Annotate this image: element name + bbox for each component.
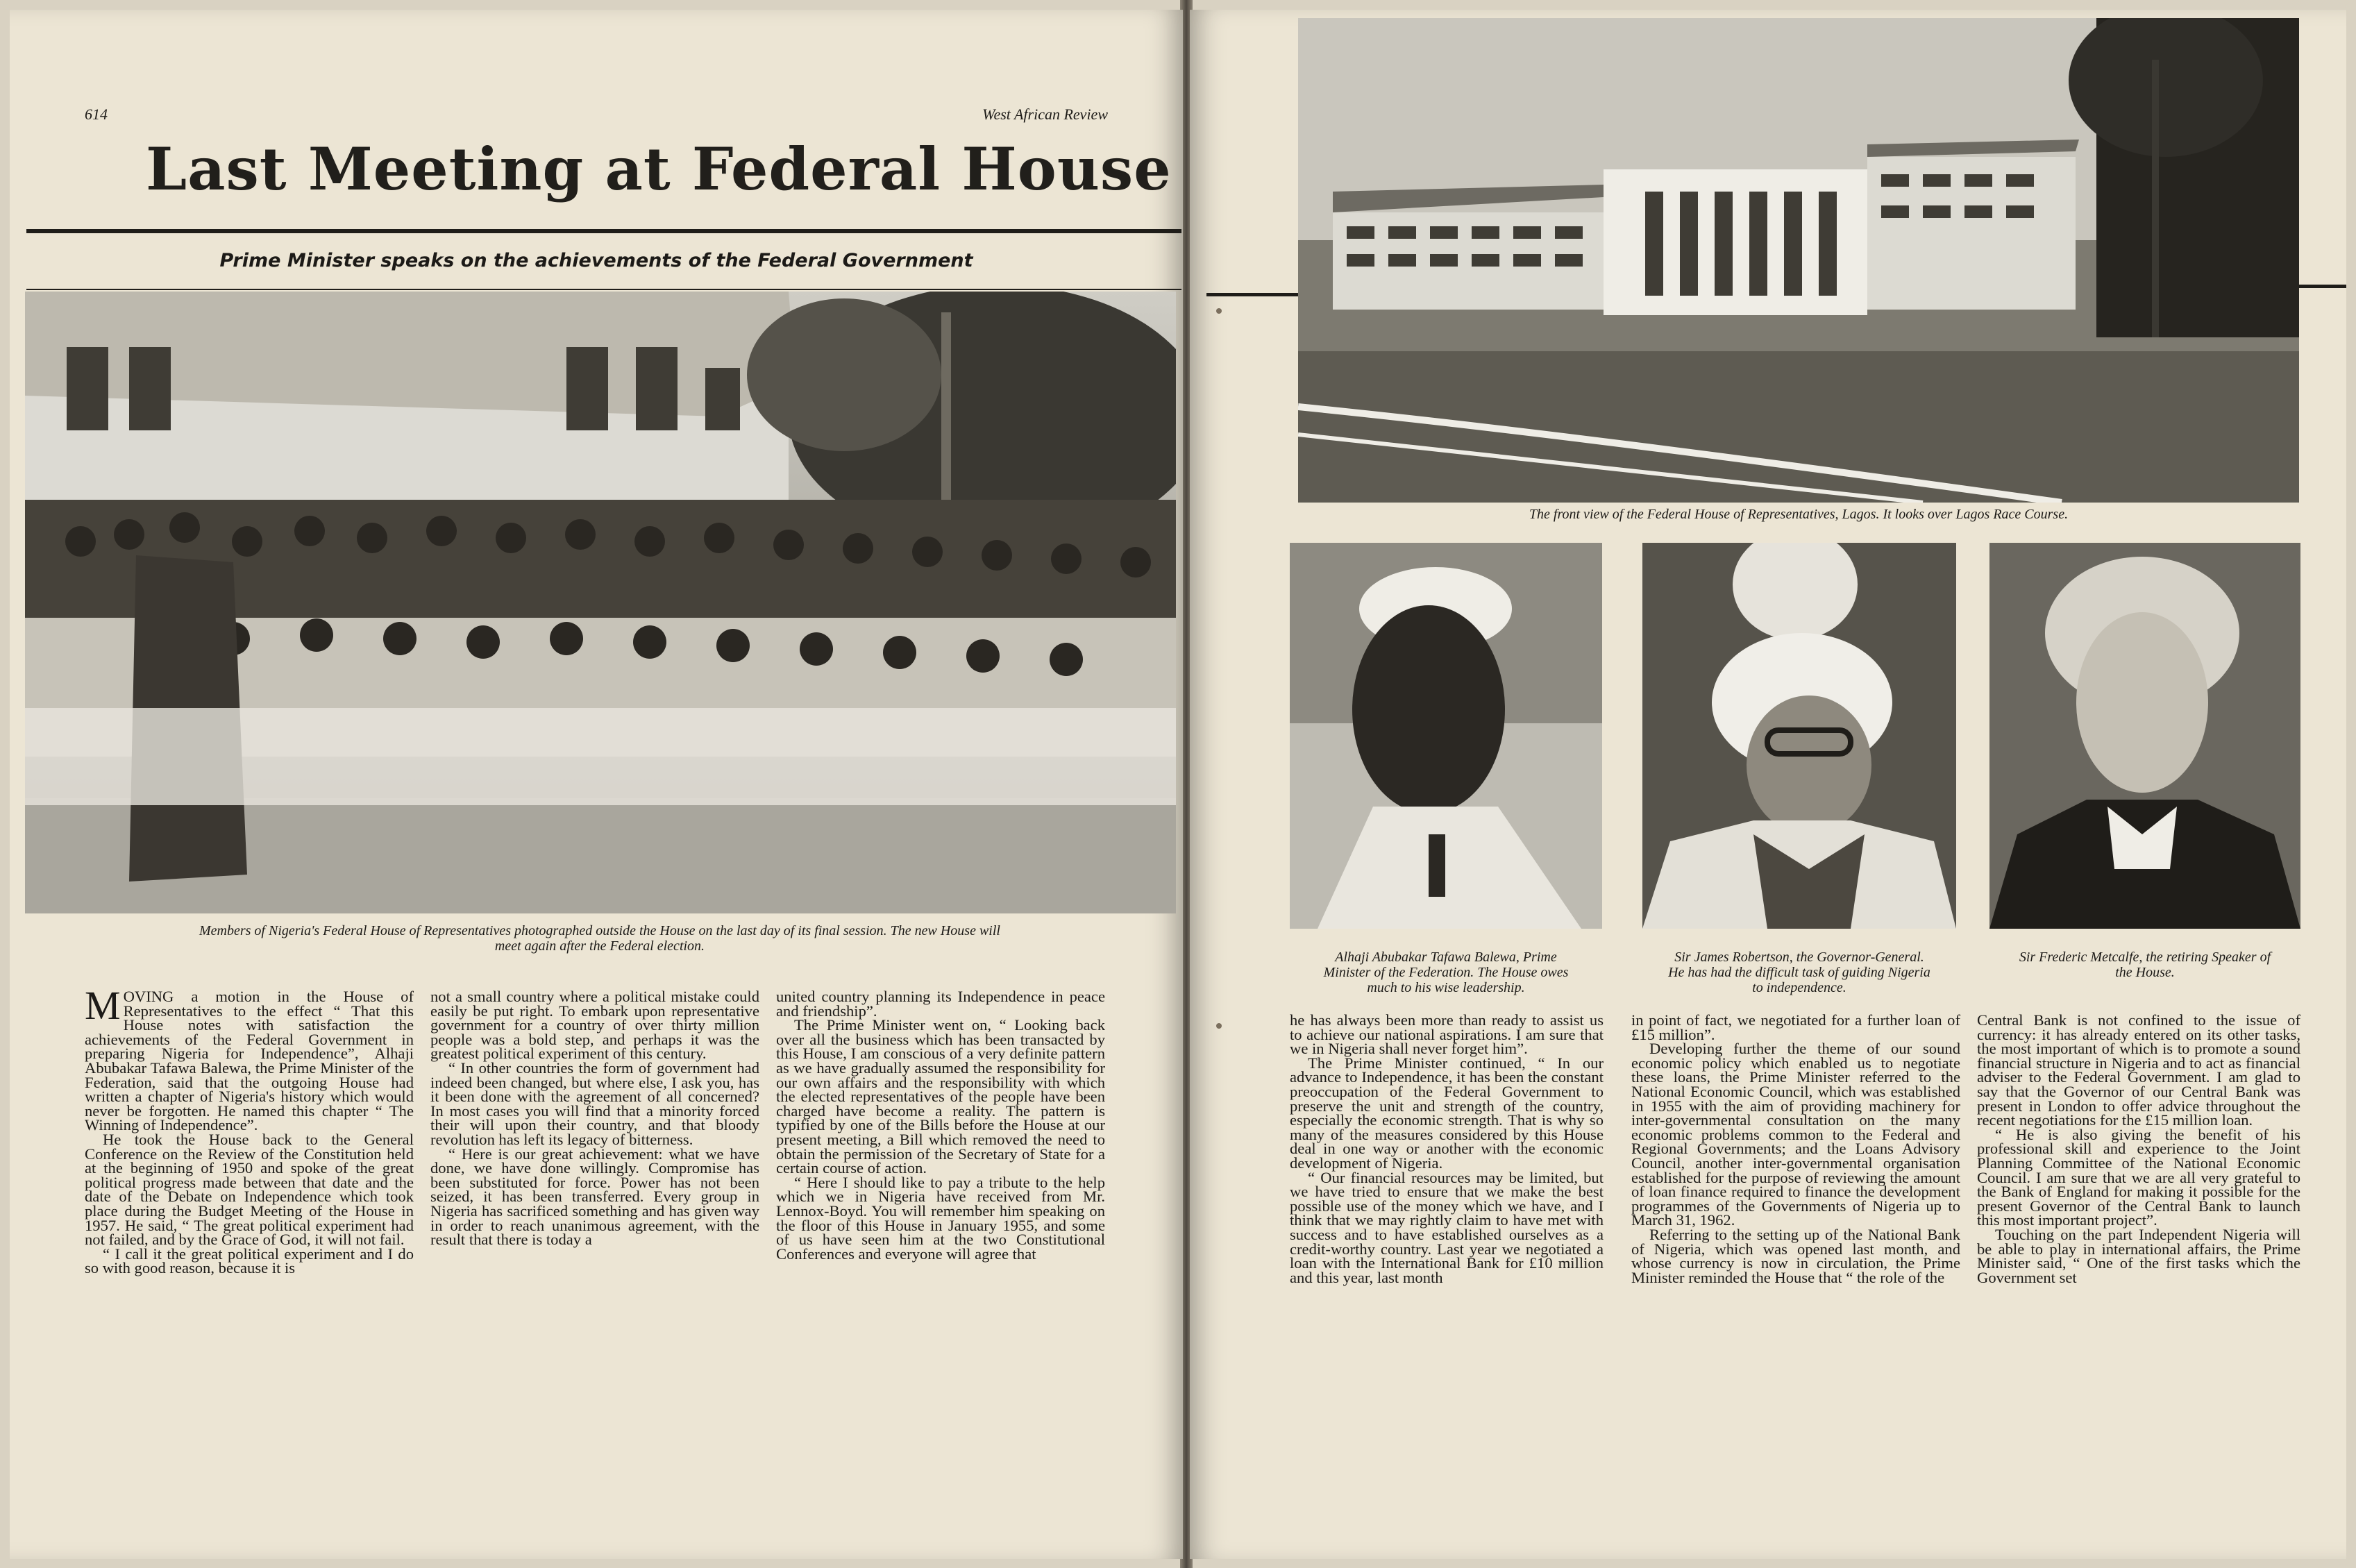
paragraph (776, 990, 1105, 1018)
paragraph-text: united country planning its Independence in peace and friendship”. (776, 988, 1105, 1020)
right-column-3 (1977, 1013, 2300, 1285)
article-title: Last Meeting at Federal House (146, 135, 1172, 203)
binding-hole (1216, 308, 1222, 314)
paragraph-text: He took the House back to the General Conference on the Review of the Constitution held at the beginning of 1950 and spoke of the great political progress made between that date and the date of the Debate on Independence which took place during the Budget Meeting of the House in 1957. He said, “ The great political experiment had not failed, and by the Grace of God, it will not fail. (85, 1130, 414, 1249)
left-column-3 (776, 990, 1105, 1261)
portrait-balewa-caption-3: much to his wise leadership. (1367, 980, 1525, 995)
paragraph-text: The Prime Minister continued, “ In our advance to Independence, it has been the constant preoccupation of the Federal Government to preserve the unit and strength of the country, especially the economic strength. That is why so many of the measures considered by this House deal in one way or another with the economic development of Nigeria. (1290, 1054, 1604, 1172)
paragraph-text: “ Here I should like to pay a tribute to the help which we in Nigeria have received from Mr. Lennox-Boyd. You will remember him speaking on the floor of this House in January 1955, and some of us have seen him at the two Constitutional Conferences and everyone will agree that (776, 1173, 1105, 1263)
article-subtitle: Prime Minister speaks on the achievements of the Federal Government (219, 250, 973, 271)
paragraph (776, 1018, 1105, 1176)
federal-house-photo (1298, 18, 2299, 503)
paragraph (1977, 1125, 2300, 1229)
running-head: West African Review (982, 106, 1108, 123)
group-photo-caption-line-1: Members of Nigeria's Federal House of Representatives photographed outside the House on the last day of its final session. The new House will (199, 923, 1000, 938)
drop-cap: M (85, 983, 121, 1028)
paragraph-text: “ Our financial resources may be limited, but we have tried to ensure that we make the best possible use of the money which we have, and I think that we may rightly claim to have met with success and to have established ourselves as a credit-worthy country. Last year we negotiated a loan with the International Bank for £10 million and this year, last month (1290, 1168, 1604, 1286)
subtitle-rule (26, 289, 1181, 290)
paragraph (1977, 1013, 2300, 1128)
right-margin-rule (2299, 285, 2346, 288)
left-column-1 (85, 983, 414, 1277)
paragraph (1290, 1168, 1604, 1286)
portrait-robertson-caption-3: to independence. (1752, 980, 1846, 995)
paragraph-text: not a small country where a political mistake could easily be put right. To embark upon representative government for a country of over thirty million people was a bold step, and perhaps it was the greatest political experiment of this century. (430, 988, 759, 1063)
paragraph-text: OVING a motion in the House of Representatives to the effect “ That this House notes with satisfaction the achievements of the Federal Government in preparing Nigeria for Independence”, Alhaji Abubakar Tafawa Balewa, the Prime Minister of the Federation, said that the outgoing House had written a chapter of Nigeria's history which would never be forgotten. He named this chapter “ The Winning of Independence”. (85, 988, 414, 1134)
paragraph (85, 1130, 414, 1249)
paragraph (430, 1147, 759, 1247)
paragraph-text: “ In other countries the form of government had indeed been changed, but where else, I ask you, has it been done with the agreement of all concerned? In most cases you will find that a minority forced their will upon their country, and that bloody revolution has left its legacy of bitterness. (430, 1059, 759, 1148)
portrait-metcalfe-caption-2: the House. (2115, 965, 2175, 980)
paragraph (430, 1061, 759, 1147)
paragraph (1631, 1013, 1960, 1042)
portrait-balewa-caption-1: Alhaji Abubakar Tafawa Balewa, Prime (1335, 950, 1557, 965)
paragraph-text: Touching on the part Independent Nigeria will be able to play in international affairs, the Prime Minister said, “ One of the first tasks which the Government set (1977, 1225, 2300, 1286)
paragraph-text: “ Here is our great achievement: what we have done, we have done willingly. Compromise has been substituted for force. Power has not been seized, it has been transferred. Every group in Nigeria has sacrificed something and has given way in order to reach unanimous agreement, with the result that there is today a (430, 1145, 759, 1249)
title-rule (26, 229, 1181, 233)
portrait-metcalfe-caption-1: Sir Frederic Metcalfe, the retiring Speaker of (2019, 950, 2271, 965)
portrait-robertson-caption-2: He has had the difficult task of guiding Nigeria (1668, 965, 1930, 980)
left-column-2 (430, 990, 759, 1247)
page-number: 614 (85, 106, 108, 123)
right-page (1190, 10, 2346, 1559)
portrait-metcalfe (1989, 543, 2300, 929)
left-page (10, 10, 1183, 1559)
paragraph-text: in point of fact, we negotiated for a further loan of £15 million”. (1631, 1011, 1960, 1043)
paragraph (1631, 1225, 1960, 1286)
paragraph-text: he has always been more than ready to assist us to achieve our national aspirations. I am sure that we in Nigeria shall never forget him”. (1290, 1011, 1604, 1058)
right-column-1 (1290, 1013, 1604, 1285)
paragraph (1977, 1225, 2300, 1286)
paragraph-text: “ He is also giving the benefit of his professional skill and experience to the Joint Planning Committee of the National Economic Council. I am sure that we are all very grateful to the Bank of England for making it possible for the present Governor of the Central Bank to launch this most important project”. (1977, 1125, 2300, 1229)
paragraph-text: “ I call it the great political experiment and I do so with good reason, because it is (85, 1245, 414, 1277)
paragraph (1631, 1042, 1960, 1228)
portrait-balewa (1290, 543, 1602, 929)
paragraph-text: Developing further the theme of our sound economic policy which enabled us to negotiate these loans, the Prime Minister referred to the National Economic Council, which was established in 1955 with the aim of providing machinery for inter-governmental consultation on the many economic problems common to the Federal and Regional Governments; and the Loans Advisory Council, another inter-governmental organisation established for the purpose of reviewing the amount of loan finance required to finance the development programmes of the Governments of Nigeria up to March 31, 1962. (1631, 1040, 1960, 1229)
paragraph (1290, 1056, 1604, 1171)
right-column-2 (1631, 1013, 1960, 1285)
paragraph (430, 990, 759, 1061)
paragraph-text: The Prime Minister went on, “ Looking back over all the business which has been transacted by this House, I am conscious of a very definite pattern as we have gradually assumed the responsibility for our own affairs and the responsibility with which the elected representatives of the people have been charged have become a reality. The pattern is typified by one of the Bills before the House at our present meeting, a Bill which removed the need to obtain the permission of the Secretary of State for a certain course of action. (776, 1016, 1105, 1177)
binding-hole (1216, 1023, 1222, 1029)
federal-house-caption: The front view of the Federal House of Representatives, Lagos. It looks over Lagos Race Course. (1529, 507, 2069, 522)
group-photo (25, 292, 1176, 913)
paragraph (1290, 1013, 1604, 1056)
portrait-balewa-caption-2: Minister of the Federation. The House owes (1323, 965, 1569, 980)
portrait-robertson (1642, 543, 1956, 929)
group-photo-caption-line-2: meet again after the Federal election. (494, 938, 705, 954)
paragraph (85, 983, 414, 1134)
paragraph-text: Central Bank is not confined to the issue of currency: it has already entered on its other tasks, the most important of which is to promote a sound financial structure in Nigeria and to act as financial adviser to the Federal Government. I am glad to say that the Governor of our Central Bank was present in London to offer advice throughout the recent negotiations for the £15 million loan. (1977, 1011, 2300, 1129)
left-margin-rule (1206, 293, 1298, 296)
paragraph (85, 1247, 414, 1276)
portrait-robertson-caption-1: Sir James Robertson, the Governor-General. (1674, 950, 1924, 965)
paragraph (776, 1173, 1105, 1263)
paragraph-text: Referring to the setting up of the National Bank of Nigeria, which was opened last month, and whose currency is now in circulation, the Prime Minister reminded the House that “ the role of the (1631, 1225, 1960, 1286)
